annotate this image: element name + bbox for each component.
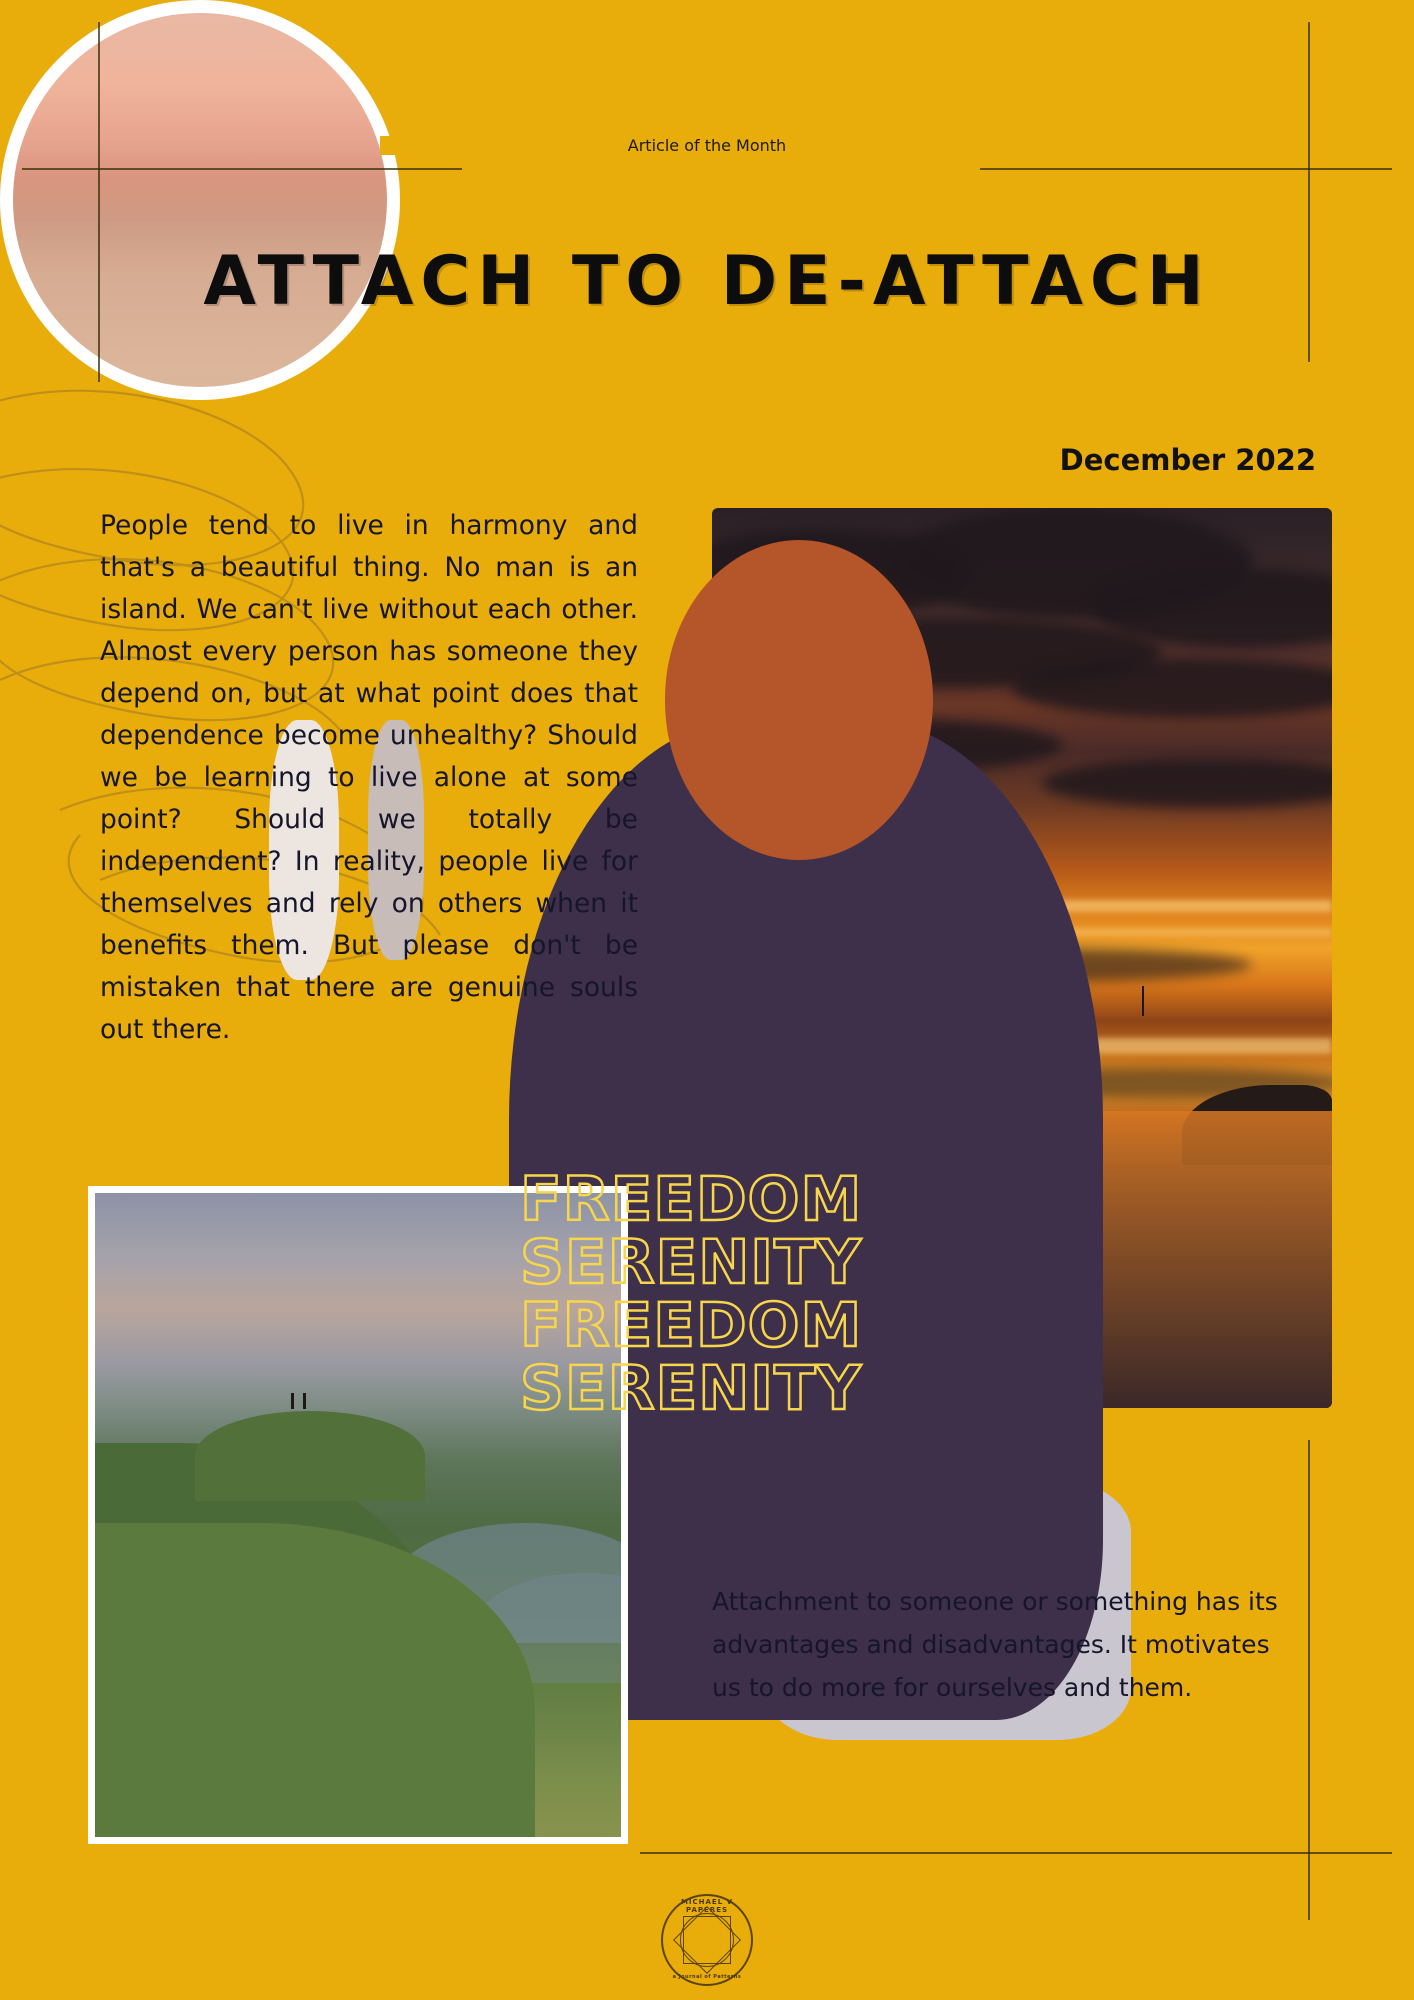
frame-line-left	[98, 22, 100, 382]
publisher-logo	[661, 1894, 753, 1986]
cliff-hikers-photo	[88, 1186, 628, 1844]
kicker: Article of the Month	[380, 136, 1034, 155]
frame-line-top-left	[22, 168, 462, 170]
frame-line-top-right	[980, 168, 1392, 170]
logo-mark-icon	[680, 1913, 734, 1967]
page-title: ATTACH TO DE-ATTACH	[203, 242, 1211, 321]
frame-line-right-lower	[1308, 1440, 1310, 1920]
caption-paragraph: Attachment to someone or something has its advantages and disadvantages. It motivates us to do more for ourselves and them.	[712, 1587, 1278, 1702]
logo-ring-text-top: MICHAEL V PAPERES	[680, 1898, 734, 1914]
person-on-beach-circle-photo	[0, 0, 400, 400]
logo-ring-text-bottom: a Journal of Patterns	[672, 1974, 742, 1980]
frame-line-bottom	[640, 1852, 1392, 1854]
lead-paragraph: People tend to live in harmony and that's a beautiful thing. No man is an island. We can't live without each other. Almost every person has someone they depend on, but at what point does that dependence become unhealthy? Should we be learning to live alone at some point? Should we totally be independent? In reality, people live for themselves and rely on others when it benefits them. But please don't be mistaken that there are genuine souls out there.	[100, 510, 638, 1045]
issue-date: December 2022	[1059, 443, 1316, 477]
